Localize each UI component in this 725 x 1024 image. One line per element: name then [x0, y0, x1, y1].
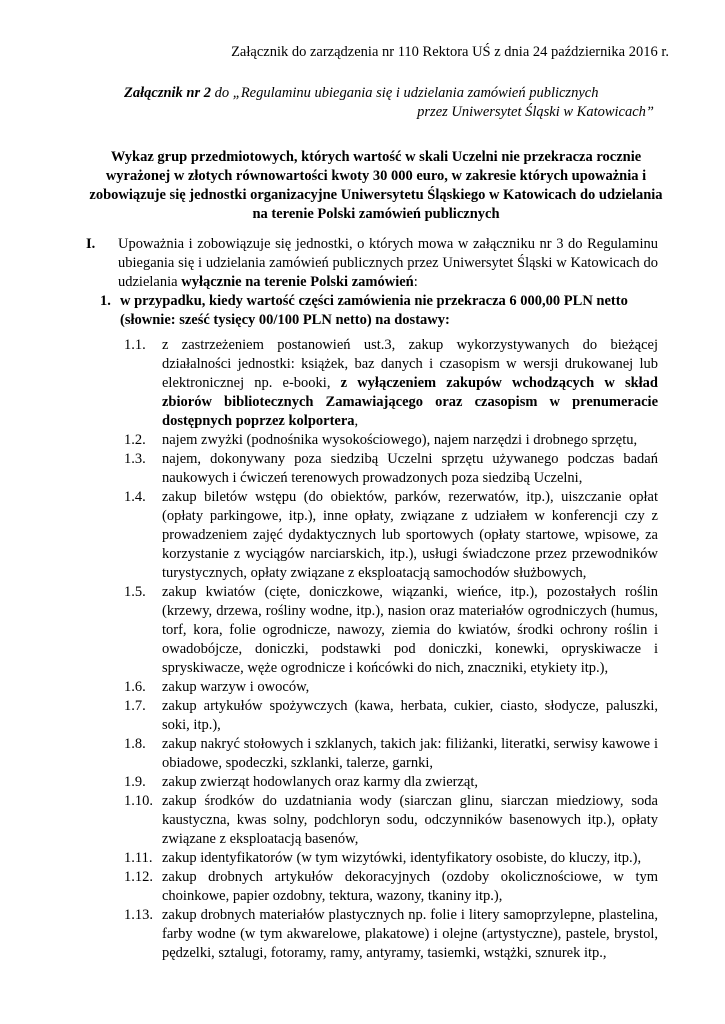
list-item — [124, 697, 658, 735]
list-item-number: 1.6. — [124, 679, 146, 695]
list-item-number: 1.10. — [124, 793, 153, 809]
list-item-text — [162, 488, 658, 583]
list-item-text — [162, 431, 658, 450]
list-item-text-end: , — [354, 413, 359, 429]
list-item-number: 1.11. — [124, 850, 153, 866]
list-item-text-plain: zakup warzyw i owoców, — [162, 679, 310, 695]
list-item-text — [162, 336, 658, 431]
annex-line-1-rest: do „Regulaminu ubiegania się i udzielania zamówień publicznych — [211, 85, 599, 101]
list-item — [124, 906, 658, 963]
list-item-text — [162, 792, 658, 849]
list-item-number: 1.1. — [124, 337, 146, 353]
list-item-text-plain: zakup zwierząt hodowlanych oraz karmy dla zwierząt, — [162, 774, 479, 790]
list-item-number: 1.2. — [124, 432, 146, 448]
section-1-text-bold: wyłącznie na terenie Polski zamówień — [181, 274, 414, 290]
list-item — [124, 792, 658, 849]
list-item-number: 1.13. — [124, 907, 153, 923]
list-item — [124, 735, 658, 773]
list-item-number: 1.4. — [124, 489, 146, 505]
list-item-text — [162, 906, 658, 963]
list-item-number: 1.3. — [124, 451, 146, 467]
list-item-number: 1.7. — [124, 698, 146, 714]
subsection-1 — [100, 292, 660, 330]
list-item-text — [162, 735, 658, 773]
list-item-number: 1.12. — [124, 869, 153, 885]
annex-line-2: przez Uniwersytet Śląski w Katowicach” — [417, 104, 654, 120]
subsection-1-text: w przypadku, kiedy wartość części zamówienia nie przekracza 6 000,00 PLN netto (słownie: sześć tysięcy 00/100 PLN netto) na dostawy: — [120, 293, 628, 328]
document-heading: Wykaz grup przedmiotowych, których wartość w skali Uczelni nie przekracza rocznie wyrażonej w złotych równowartości kwoty 30 000 euro, w zakresie których upoważnia i zobowiązuje się jednostki organizacyjne Uniwersytetu Śląskiego w Katowicach do udzielania na terenie Polski zamówień publicznych — [89, 149, 663, 222]
list-item-text-plain: zakup drobnych materiałów plastycznych np. folie i litery samoprzylepne, plastelina, farby wodne (w tym akwarelowe, plakatowe) i olejne (artystyczne), pastele, brystol, pędzelki, sztalugi, fotoramy, ramy, antyramy, tasiemki, wstążki, sznurek itp., — [162, 907, 658, 961]
list-item-text-plain: zakup identyfikatorów (w tym wizytówki, identyfikatory osobiste, do kluczy, itp.), — [162, 850, 642, 866]
list-item-text — [162, 678, 658, 697]
list-item — [124, 431, 658, 450]
item-list — [124, 336, 658, 963]
annex-label: Załącznik nr 2 — [124, 85, 212, 101]
list-item — [124, 488, 658, 583]
list-item-text-plain: najem, dokonywany poza siedzibą Uczelni sprzętu używanego podczas badań naukowych i ćwiczeń terenowych prowadzonych poza siedzibą Uczelni, — [162, 451, 658, 486]
list-item-text-plain: najem zwyżki (podnośnika wysokościowego), najem narzędzi i drobnego sprzętu, — [162, 432, 638, 448]
list-item-text — [162, 583, 658, 678]
list-item — [124, 868, 658, 906]
list-item-text-bold: z wyłączeniem zakupów wchodzących w skład zbiorów bibliotecznych Zamawiającego oraz czasopism w prenumeracie dostępnych poprzez kolportera — [162, 375, 658, 429]
section-1-text-end: : — [413, 274, 418, 290]
list-item — [124, 849, 658, 868]
section-1-text — [118, 235, 658, 292]
list-item-text-plain: zakup kwiatów (cięte, doniczkowe, wiązanki, wieńce, itp.), pozostałych roślin (krzewy, drzewa, rośliny wodne, itp.), nasion oraz materiałów ogrodniczych (humus, torf, kora, folie ogrodnicze, nawozy, ziemia do kwiatów, środki ochrony roślin i owadobójcze, doniczki, podstawki pod doniczki, konewki, opryskiwacze i spryskiwacze, węże ogrodnicze i końcówki do nich, znaczniki, etykiety itp.), — [162, 584, 658, 676]
list-item-text-plain: zakup środków do uzdatniania wody (siarczan glinu, siarczan miedziowy, soda kaustyczna, kwas solny, podchloryn sodu, odczynników basenowych itp.), opłaty związane z eksploatacją basenów, — [162, 793, 658, 847]
list-item-text-plain: z zastrzeżeniem postanowień ust.3, zakup wykorzystywanych do bieżącej działalności jednostki: książek, baz danych i czasopism w wersji drukowanej lub elektronicznej np. e-booki, — [162, 337, 658, 391]
list-item — [124, 678, 658, 697]
list-item-number: 1.5. — [124, 584, 146, 600]
document-reference: Załącznik do zarządzenia nr 110 Rektora UŚ z dnia 24 października 2016 r. — [231, 44, 669, 60]
list-item-text-plain: zakup nakryć stołowych i szklanych, takich jak: filiżanki, literatki, serwisy kawowe i obiadowe, spodeczki, szklanki, talerze, garnki, — [162, 736, 658, 771]
list-item — [124, 336, 658, 431]
list-item-number: 1.9. — [124, 774, 146, 790]
list-item-text — [162, 849, 658, 868]
subsection-1-number: 1. — [100, 293, 111, 309]
list-item-text-plain: zakup drobnych artykułów dekoracyjnych (ozdoby okolicznościowe, w tym choinkowe, papier ozdobny, tektura, wazony, tkaniny itp.), — [162, 869, 658, 904]
list-item-text — [162, 450, 658, 488]
list-item — [124, 583, 658, 678]
section-1-text-plain: Upoważnia i zobowiązuje się jednostki, o których mowa w załączniku nr 3 do Regulaminu ubiegania się i udzielania zamówień publicznych przez Uniwersytet Śląski w Katowicach do udzielania — [118, 236, 658, 290]
section-1-number: I. — [86, 236, 96, 252]
list-item-text — [162, 773, 658, 792]
list-item-text — [162, 868, 658, 906]
annex-line-1 — [124, 84, 654, 103]
list-item-number: 1.8. — [124, 736, 146, 752]
section-1 — [86, 235, 658, 292]
list-item — [124, 450, 658, 488]
annex-title — [124, 84, 654, 122]
list-item-text — [162, 697, 658, 735]
list-item-text-plain: zakup artykułów spożywczych (kawa, herbata, cukier, ciasto, słodycze, paluszki, soki, itp.), — [162, 698, 658, 733]
list-item — [124, 773, 658, 792]
list-item-text-plain: zakup biletów wstępu (do obiektów, parków, rezerwatów, itp.), uiszczanie opłat (opłaty parkingowe, itp.), inne opłaty, związane z udziałem w konferencji czy z prowadzeniem zajęć dydaktycznych lub sportowych (opłaty startowe, wpisowe, za korzystanie z wyciągów narciarskich, itp.), usługi świadczone przez przewodników turystycznych, opłaty związane z eksploatacją samochodów służbowych, — [162, 489, 658, 581]
